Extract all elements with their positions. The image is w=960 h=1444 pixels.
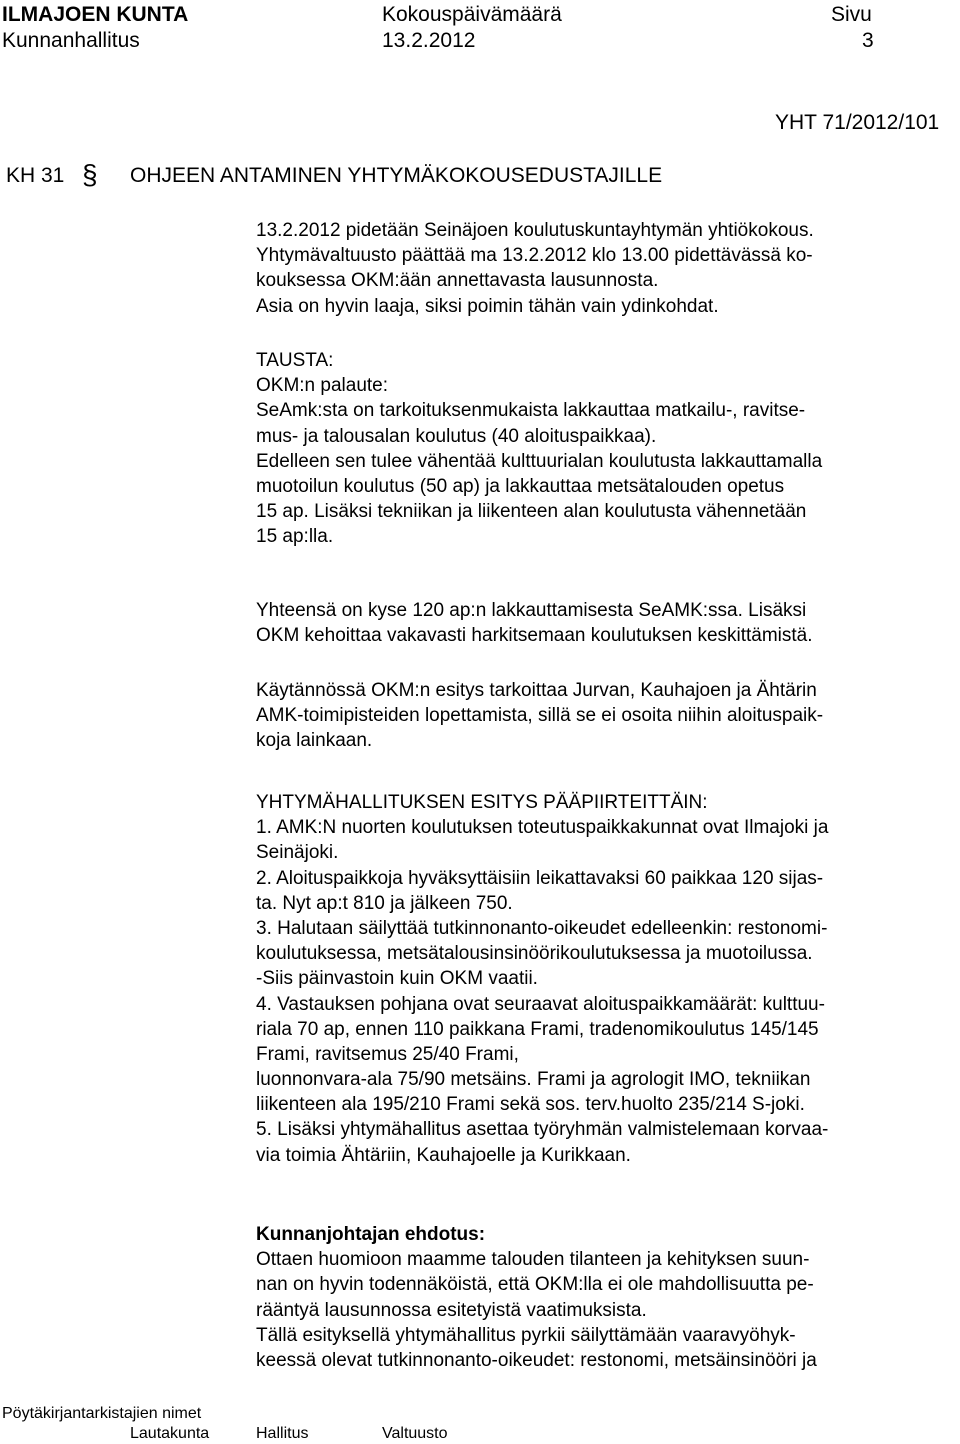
list-item: -Siis päinvastoin kuin OKM vaatii. bbox=[256, 968, 538, 990]
text-line: Edelleen sen tulee vähentää kulttuurialan koulutusta lakkauttamalla bbox=[256, 450, 823, 472]
footer-lautakunta: Lautakunta bbox=[130, 1425, 210, 1442]
list-item: riala 70 ap, ennen 110 paikkana Frami, tradenomikoulutus 145/145 bbox=[256, 1018, 819, 1040]
esitys-heading: YHTYMÄHALLITUKSEN ESITYS PÄÄPIIRTEITTÄIN: bbox=[256, 792, 708, 813]
text-line: SeAmk:sta on tarkoituksenmukaista lakkauttaa matkailu-, ravitse- bbox=[256, 400, 806, 422]
text-line: OKM kehoittaa vakavasti harkitsemaan koulutuksen keskittämistä. bbox=[256, 625, 813, 647]
page-label: Sivu bbox=[831, 3, 872, 26]
text-line: 15 ap:lla. bbox=[256, 526, 334, 548]
yhteensa-paragraph bbox=[256, 598, 956, 648]
page-number: 3 bbox=[862, 29, 874, 52]
text-line: 13.2.2012 pidetään Seinäjoen koulutuskuntayhtymän yhtiökokous. bbox=[256, 220, 814, 241]
kaytannossa-paragraph bbox=[256, 678, 956, 754]
section-title: OHJEEN ANTAMINEN YHTYMÄKOKOUSEDUSTAJILLE bbox=[130, 164, 663, 187]
section-reference: YHT 71/2012/101 bbox=[775, 111, 940, 134]
text-line: Asia on hyvin laaja, siksi poimin tähän vain ydinkohdat. bbox=[256, 295, 719, 317]
tausta-paragraph bbox=[256, 348, 956, 550]
text-line: kouksessa OKM:ään annettavasta lausunnosta. bbox=[256, 270, 659, 292]
text-line: Käytännössä OKM:n esitys tarkoittaa Jurvan, Kauhajoen ja Ähtärin bbox=[256, 680, 817, 701]
intro-paragraph bbox=[256, 218, 956, 319]
section-number: KH 31 bbox=[6, 164, 65, 187]
text-line: Yhtymävaltuusto päättää ma 13.2.2012 klo 13.00 pidettävässä ko- bbox=[256, 245, 813, 267]
footer-valtuusto: Valtuusto bbox=[382, 1425, 448, 1442]
text-line: koja lainkaan. bbox=[256, 730, 373, 752]
list-item: 1. AMK:N nuorten koulutuksen toteutuspaikkakunnat ovat Ilmajoki ja bbox=[256, 817, 829, 839]
list-item: 4. Vastauksen pohjana ovat seuraavat aloituspaikkamäärät: kulttuu- bbox=[256, 993, 825, 1015]
text-line: rääntyä lausunnossa esitetyistä vaatimuksista. bbox=[256, 1299, 647, 1321]
date-label: Kokouspäivämäärä bbox=[382, 3, 562, 26]
ehdotus-heading: Kunnanjohtajan ehdotus: bbox=[256, 1224, 486, 1245]
list-item: via toimia Ähtäriin, Kauhajoelle ja Kurikkaan. bbox=[256, 1144, 631, 1166]
text-line: OKM:n palaute: bbox=[256, 375, 389, 397]
text-line: Ottaen huomioon maamme talouden tilanteen ja kehityksen suun- bbox=[256, 1249, 810, 1271]
list-item: luonnonvara-ala 75/90 metsäins. Frami ja agrologit IMO, tekniikan bbox=[256, 1069, 811, 1091]
text-line: muotoilun koulutus (50 ap) ja lakkauttaa metsätalouden opetus bbox=[256, 475, 785, 497]
esitys-list bbox=[256, 790, 956, 1168]
body-name: Kunnanhallitus bbox=[2, 29, 140, 52]
date-value: 13.2.2012 bbox=[382, 29, 476, 52]
text-line: 15 ap. Lisäksi tekniikan ja liikenteen alan koulutusta vähennetään bbox=[256, 501, 807, 523]
text-line: Yhteensä on kyse 120 ap:n lakkauttamisesta SeAMK:ssa. Lisäksi bbox=[256, 600, 807, 621]
list-item: 3. Halutaan säilyttää tutkinnonanto-oikeudet edelleenkin: restonomi- bbox=[256, 917, 828, 939]
list-item: Seinäjoki. bbox=[256, 842, 339, 864]
tausta-heading: TAUSTA: bbox=[256, 350, 334, 371]
list-item: koulutuksessa, metsätalousinsinöörikoulutuksessa ja muotoilussa. bbox=[256, 943, 813, 965]
list-item: 5. Lisäksi yhtymähallitus asettaa työryhmän valmistelemaan korvaa- bbox=[256, 1119, 829, 1141]
list-item: ta. Nyt ap:t 810 ja jälkeen 750. bbox=[256, 892, 513, 914]
text-line: AMK-toimipisteiden lopettamista, sillä se ei osoita niihin aloituspaik- bbox=[256, 705, 824, 727]
list-item: 2. Aloituspaikkoja hyväksyttäisiin leikattavaksi 60 paikkaa 120 sijas- bbox=[256, 867, 824, 889]
footer-hallitus: Hallitus bbox=[256, 1425, 309, 1442]
list-item: Frami, ravitsemus 25/40 Frami, bbox=[256, 1043, 519, 1065]
ehdotus-section bbox=[256, 1222, 956, 1373]
text-line: keessä olevat tutkinnonanto-oikeudet: restonomi, metsäinsinööri ja bbox=[256, 1349, 817, 1371]
text-line: Tällä esityksellä yhtymähallitus pyrkii säilyttämään vaaravyöhyk- bbox=[256, 1324, 796, 1346]
signatures-label: Pöytäkirjantarkistajien nimet bbox=[2, 1405, 202, 1422]
list-item: liikenteen ala 195/210 Frami sekä sos. terv.huolto 235/214 S-joki. bbox=[256, 1094, 805, 1116]
text-line: mus- ja talousalan koulutus (40 aloituspaikkaa). bbox=[256, 425, 657, 447]
section-sign-icon: § bbox=[82, 159, 98, 190]
municipality-name: ILMAJOEN KUNTA bbox=[2, 3, 189, 26]
text-line: nan on hyvin todennäköistä, että OKM:lla ei ole mahdollisuutta pe- bbox=[256, 1274, 814, 1296]
